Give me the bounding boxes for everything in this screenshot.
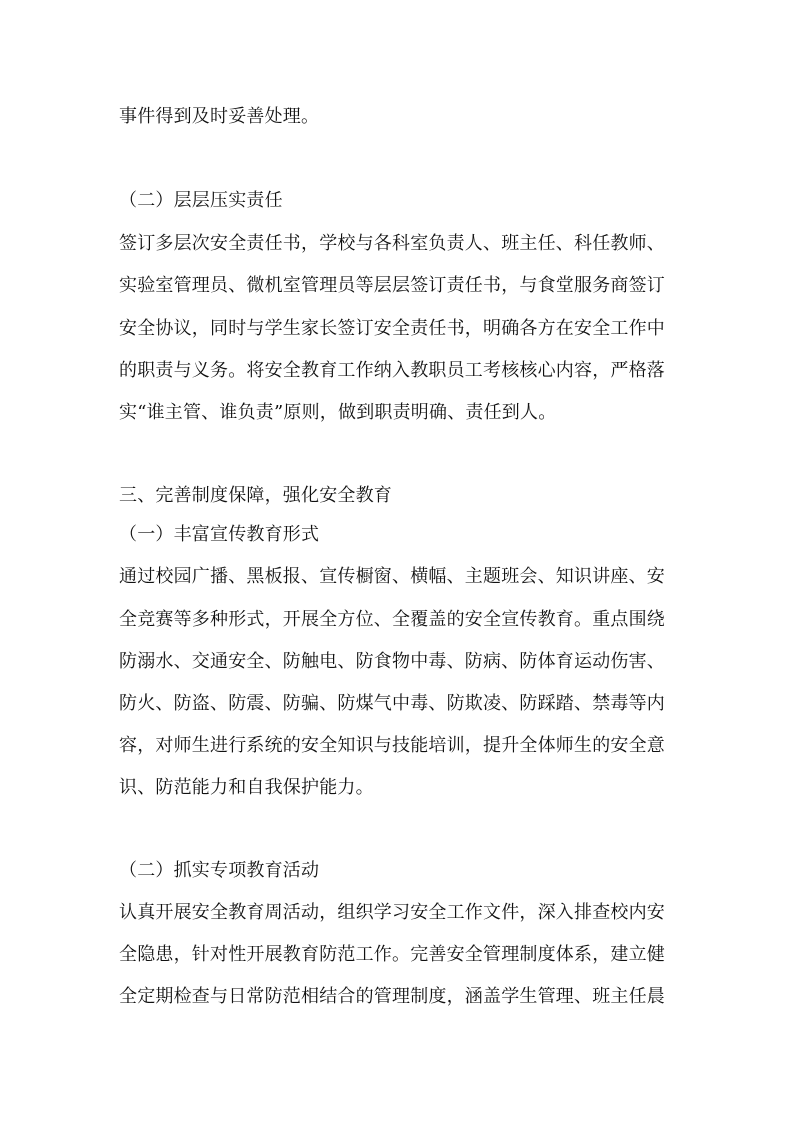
paragraph-line: 全定期检查与日常防范相结合的管理制度，涵盖学生管理、班主任晨 [119, 986, 665, 1007]
paragraph-line: 的职责与义务。将安全教育工作纳入教职员工考核核心内容，严格落 [119, 360, 665, 381]
paragraph-line: 识、防范能力和自我保护能力。 [119, 777, 374, 798]
paragraph-line: 全竞赛等多种形式，开展全方位、全覆盖的安全宣传教育。重点围绕 [119, 609, 665, 630]
paragraph-line: 通过校园广播、黑板报、宣传橱窗、横幅、主题班会、知识讲座、安 [119, 566, 665, 587]
paragraph-line: 实“谁主管、谁负责”原则，做到职责明确、责任到人。 [119, 402, 557, 423]
section-heading: （二）层层压实责任 [119, 190, 283, 211]
subsection-heading: （一）丰富宣传教育形式 [119, 524, 320, 545]
section-heading: 三、完善制度保障，强化安全教育 [119, 485, 392, 506]
paragraph-line: 容，对师生进行系统的安全知识与技能培训，提升全体师生的安全意 [119, 735, 665, 756]
subsection-heading: （二）抓实专项教育活动 [119, 860, 320, 881]
paragraph-line: 事件得到及时妥善处理。 [119, 106, 320, 127]
paragraph-line: 全隐患，针对性开展教育防范工作。完善安全管理制度体系，建立健 [119, 944, 665, 965]
paragraph-line: 防溺水、交通安全、防触电、防食物中毒、防病、防体育运动伤害、 [119, 651, 665, 672]
paragraph-line: 安全协议，同时与学生家长签订安全责任书，明确各方在安全工作中 [119, 318, 665, 339]
paragraph-line: 认真开展安全教育周活动，组织学习安全工作文件，深入排查校内安 [119, 902, 665, 923]
paragraph-line: 签订多层次安全责任书，学校与各科室负责人、班主任、科任教师、 [119, 233, 665, 254]
paragraph-line: 实验室管理员、微机室管理员等层层签订责任书，与食堂服务商签订 [119, 275, 665, 296]
paragraph-line: 防火、防盗、防震、防骗、防煤气中毒、防欺凌、防踩踏、禁毒等内 [119, 693, 665, 714]
